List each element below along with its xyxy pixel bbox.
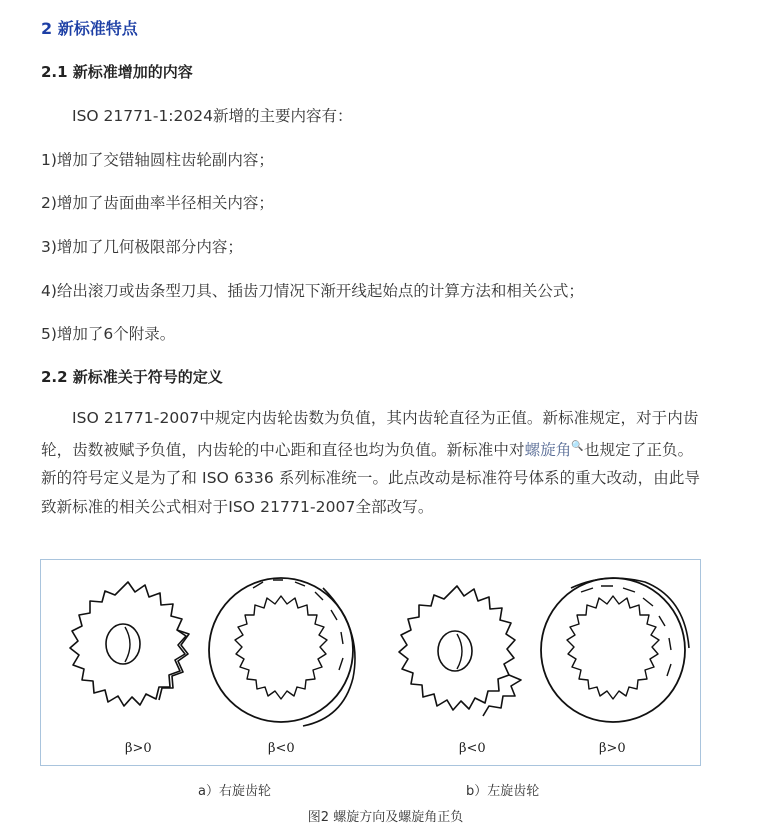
paragraph-text: ISO 21771-2007中规定内齿轮齿数为负值，其内齿轮直径为正值。新标准规定，对于内齿轮，齿数被赋予负值，内齿轮的中心距和直径也均为负值。新标准中对 xyxy=(41,409,699,459)
paragraph-text: 也规定了正负。新的符号定义是为了和 ISO 6336 系列标准统一。此点改动是标准符号体系的重大改动，由此导致新标准的相关公式相对于ISO 21771-2007全部改写。 xyxy=(41,440,701,516)
subsection-title-2-2: 2.2 新标准关于符号的定义 xyxy=(41,368,223,386)
internal-gear-right-hand-image xyxy=(203,568,363,728)
subfigure-label-a: a）右旋齿轮 xyxy=(198,784,271,799)
list-item: 4)给出滚刀或齿条型刀具、插齿刀情况下渐开线起始点的计算方法和相关公式； xyxy=(41,282,584,300)
beta-label: β<0 xyxy=(459,741,486,756)
intro-text: ISO 21771-1:2024新增的主要内容有： xyxy=(72,107,353,125)
gear-figure xyxy=(40,559,701,766)
figure-caption: 图2 螺旋方向及螺旋角正负 xyxy=(307,810,464,825)
symbol-definition-paragraph xyxy=(41,404,701,521)
list-item: 2)增加了齿面曲率半径相关内容； xyxy=(41,194,274,212)
section-title: 2 新标准特点 xyxy=(41,19,138,38)
beta-label: β>0 xyxy=(599,741,626,756)
search-icon[interactable]: 🔍 xyxy=(571,440,584,452)
external-gear-right-hand-image xyxy=(63,572,193,722)
internal-gear-left-hand-image xyxy=(535,568,695,728)
subfigure-label-b: b）左旋齿轮 xyxy=(466,784,540,799)
list-item: 5)增加了6个附录。 xyxy=(41,325,176,343)
subsection-title-2-1: 2.1 新标准增加的内容 xyxy=(41,63,193,81)
list-item: 1)增加了交错轴圆柱齿轮副内容； xyxy=(41,151,274,169)
beta-label: β>0 xyxy=(125,741,152,756)
beta-label: β<0 xyxy=(268,741,295,756)
helix-angle-link[interactable]: 螺旋角 xyxy=(524,440,572,459)
external-gear-left-hand-image xyxy=(397,576,527,726)
list-item: 3)增加了几何极限部分内容； xyxy=(41,238,243,256)
